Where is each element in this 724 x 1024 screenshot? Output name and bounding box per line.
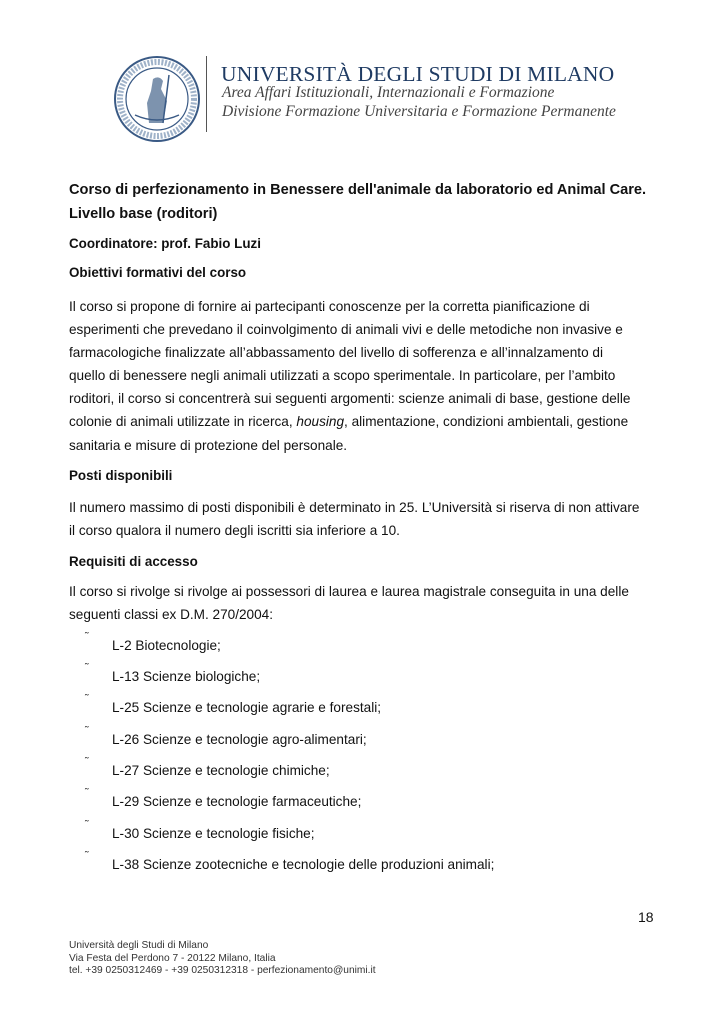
list-item — [85, 756, 330, 778]
list-item — [85, 725, 367, 747]
paragraph-line: sanitaria e misure di protezione del personale. — [69, 437, 348, 453]
paragraph-line: Il corso si propone di fornire ai partecipanti conoscenze per la corretta pianificazione di — [69, 299, 590, 314]
objectives-paragraph — [69, 295, 630, 457]
footer-institution: Università degli Studi di Milano — [69, 940, 209, 951]
seats-paragraph — [69, 496, 639, 542]
list-item — [85, 787, 362, 809]
requirements-paragraph — [69, 580, 629, 626]
objectives-heading: Obiettivi formativi del corso — [69, 265, 247, 280]
list-item — [85, 850, 495, 872]
page-number: 18 — [638, 909, 654, 925]
footer-contacts: tel. +39 0250312469 - +39 0250312318 - perfezionamento@unimi.it — [69, 965, 376, 977]
footer — [69, 940, 376, 978]
paragraph-line: Il corso si rivolge si rivolge ai possessori di laurea e laurea magistrale conseguita in una delle — [69, 584, 629, 599]
footer-address: Via Festa del Perdono 7 - 20122 Milano, Italia — [69, 952, 276, 964]
list-item-text: L-30 Scienze e tecnologie fisiche; — [112, 826, 315, 841]
course-title — [69, 178, 646, 226]
list-item — [85, 819, 315, 841]
paragraph-line: Il numero massimo di posti disponibili è determinato in 25. L’Università si riserva di non attivare — [69, 500, 640, 515]
bullet-icon: ˜ — [85, 693, 89, 705]
requirements-heading: Requisiti di accesso — [69, 554, 198, 569]
bullet-icon: ˜ — [85, 725, 89, 737]
text-segment: , alimentazione, condizioni ambientali, gestione — [344, 414, 629, 430]
bullet-icon: ˜ — [85, 756, 89, 768]
title-line: Livello base (roditori) — [69, 206, 218, 222]
university-seal-logo — [113, 55, 201, 143]
bullet-icon: ˜ — [85, 631, 89, 643]
paragraph-line: quello di benessere negli animali utilizzati a scopo sperimentale. In particolare, per l’ambito — [69, 368, 616, 384]
coordinator: Coordinatore: prof. Fabio Luzi — [69, 236, 261, 251]
list-item-text: L-29 Scienze e tecnologie farmaceutiche; — [112, 794, 362, 809]
area-name: Area Affari Istituzionali, Internazionali e Formazione — [222, 84, 555, 101]
list-item-text: L-2 Biotecnologie; — [112, 638, 221, 653]
bullet-icon: ˜ — [85, 787, 89, 799]
italic-term: housing — [296, 414, 345, 430]
paragraph-line: farmacologiche finalizzate all’abbassamento del livello di sofferenza e all’innalzamento di — [69, 345, 603, 361]
paragraph-line: roditori, il corso si concentrerà sui seguenti argomenti: scienze animali di base, gestione delle — [69, 391, 631, 407]
list-item — [85, 662, 261, 684]
list-item — [85, 631, 221, 653]
title-line: Corso di perfezionamento in Benessere dell'animale da laboratorio ed Animal Care. — [69, 182, 647, 198]
paragraph-line: seguenti classi ex D.M. 270/2004: — [69, 607, 274, 623]
list-item-text: L-25 Scienze e tecnologie agrarie e forestali; — [112, 700, 382, 715]
text-segment: colonie di animali utilizzate in ricerca, — [69, 414, 297, 430]
division-name: Divisione Formazione Universitaria e Formazione Permanente — [222, 103, 616, 120]
seats-heading: Posti disponibili — [69, 468, 173, 483]
list-item-text: L-38 Scienze zootecniche e tecnologie delle produzioni animali; — [112, 857, 495, 872]
paragraph-line: esperimenti che prevedano il coinvolgimento di animali vivi e delle metodiche non invasive e — [69, 322, 623, 338]
list-item — [85, 693, 382, 715]
list-item-text: L-13 Scienze biologiche; — [112, 669, 261, 684]
list-item-text: L-26 Scienze e tecnologie agro-alimentari; — [112, 732, 367, 747]
bullet-icon: ˜ — [85, 662, 89, 674]
bullet-icon: ˜ — [85, 819, 89, 831]
paragraph-line: il corso qualora il numero degli iscritti sia inferiore a 10. — [69, 523, 400, 539]
bullet-icon: ˜ — [85, 850, 89, 862]
paragraph-line — [69, 410, 630, 433]
header-divider — [206, 56, 207, 132]
list-item-text: L-27 Scienze e tecnologie chimiche; — [112, 763, 330, 778]
university-name: UNIVERSITÀ DEGLI STUDI DI MILANO — [221, 62, 615, 86]
